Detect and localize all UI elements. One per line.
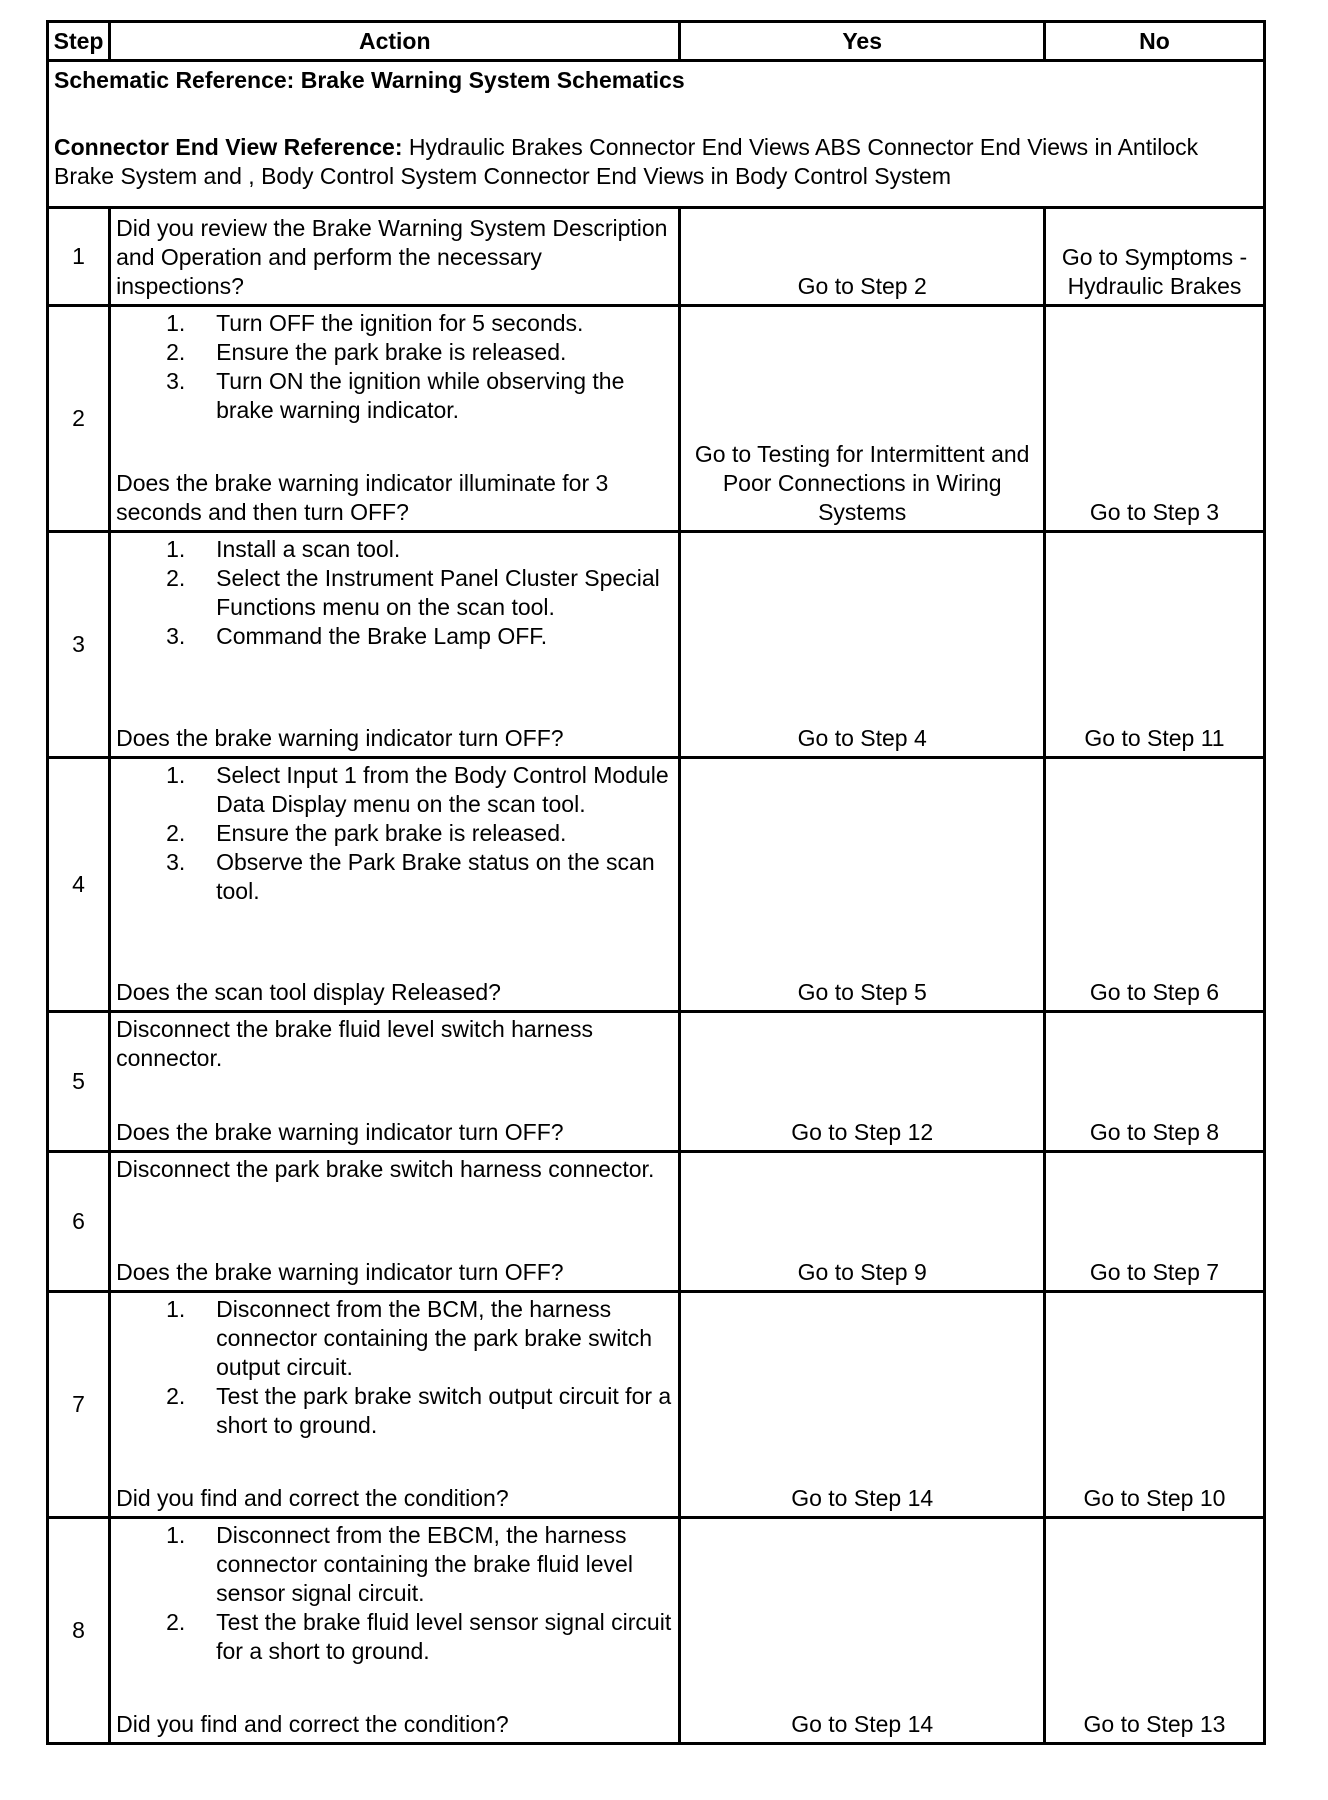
no-result: Go to Step 10 — [1044, 1292, 1264, 1518]
action-steps-list — [116, 1295, 673, 1440]
list-item-number: 1. — [166, 1522, 186, 1548]
action-question: Does the brake warning indicator illuminate for 3 seconds and then turn OFF? — [116, 470, 609, 525]
step-number: 1 — [48, 208, 110, 306]
list-item-number: 2. — [166, 339, 186, 365]
step-number: 4 — [48, 758, 110, 1012]
no-result: Go to Step 6 — [1044, 758, 1264, 1012]
no-result: Go to Step 3 — [1044, 306, 1264, 532]
action-cell — [110, 532, 680, 758]
action-cell — [110, 306, 680, 532]
no-result: Go to Symptoms - Hydraulic Brakes — [1044, 208, 1264, 306]
step-number: 5 — [48, 1012, 110, 1152]
no-result: Go to Step 8 — [1044, 1012, 1264, 1152]
list-item-number: 3. — [166, 368, 186, 394]
list-item-text: Turn OFF the ignition for 5 seconds. — [216, 310, 584, 336]
action-cell — [110, 1292, 680, 1518]
list-item-number: 1. — [166, 310, 186, 336]
no-result: Go to Step 7 — [1044, 1152, 1264, 1292]
action-question: Did you find and correct the condition? — [116, 1485, 509, 1511]
list-item-text: Select Input 1 from the Body Control Module Data Display menu on the scan tool. — [216, 762, 669, 817]
table-row — [48, 208, 1265, 306]
reference-cell — [48, 61, 1265, 208]
list-item-number: 2. — [166, 1383, 186, 1409]
list-item-text: Turn ON the ignition while observing the brake warning indicator. — [216, 368, 625, 423]
list-item-text: Ensure the park brake is released. — [216, 820, 567, 846]
step-number: 6 — [48, 1152, 110, 1292]
yes-result: Go to Step 9 — [680, 1152, 1045, 1292]
list-item — [116, 761, 673, 819]
step-number: 7 — [48, 1292, 110, 1518]
yes-result: Go to Step 5 — [680, 758, 1045, 1012]
list-item-text: Disconnect from the BCM, the harness connector containing the park brake switch output circuit. — [216, 1296, 653, 1380]
list-item-text: Test the park brake switch output circuit for a short to ground. — [216, 1383, 672, 1438]
yes-result: Go to Step 14 — [680, 1292, 1045, 1518]
action-steps-list — [116, 535, 673, 651]
list-item — [116, 564, 673, 622]
table-row — [48, 1292, 1265, 1518]
list-item-text: Ensure the park brake is released. — [216, 339, 567, 365]
list-item-number: 1. — [166, 1296, 186, 1322]
list-item — [116, 1521, 673, 1608]
table-row — [48, 758, 1265, 1012]
schematic-reference: Schematic Reference: Brake Warning System Schematics — [54, 67, 685, 93]
action-steps-list — [116, 1521, 673, 1666]
list-item — [116, 338, 673, 367]
action-question: Does the brake warning indicator turn OFF? — [116, 725, 564, 751]
header-action: Action — [110, 22, 680, 61]
list-item — [116, 1295, 673, 1382]
action-question: Does the brake warning indicator turn OFF? — [116, 1119, 564, 1145]
step-number: 3 — [48, 532, 110, 758]
list-item — [116, 1382, 673, 1440]
header-no: No — [1044, 22, 1264, 61]
action-cell — [110, 758, 680, 1012]
list-item — [116, 535, 673, 564]
list-item — [116, 848, 673, 906]
list-item-text: Select the Instrument Panel Cluster Special Functions menu on the scan tool. — [216, 565, 660, 620]
list-item-number: 1. — [166, 762, 186, 788]
list-item-number: 3. — [166, 849, 186, 875]
action-cell — [110, 208, 680, 306]
action-cell — [110, 1518, 680, 1744]
list-item — [116, 309, 673, 338]
table-row — [48, 1012, 1265, 1152]
action-steps-list — [116, 309, 673, 425]
action-cell — [110, 1152, 680, 1292]
list-item-text: Install a scan tool. — [216, 536, 401, 562]
action-cell — [110, 1012, 680, 1152]
yes-result: Go to Testing for Intermittent and Poor Connections in Wiring Systems — [680, 306, 1045, 532]
list-item — [116, 367, 673, 425]
connector-reference — [54, 133, 1258, 191]
connector-reference-text: Hydraulic Brakes Connector End Views ABS Connector End Views in Antilock Brake System and , Body Control System Connector End Views in Body Control System — [54, 134, 1199, 189]
list-item-number: 1. — [166, 536, 186, 562]
list-item-number: 2. — [166, 565, 186, 591]
action-question: Did you find and correct the condition? — [116, 1711, 509, 1737]
reference-row — [48, 61, 1265, 208]
table-row — [48, 532, 1265, 758]
header-row — [48, 22, 1265, 61]
list-item — [116, 622, 673, 651]
no-result: Go to Step 13 — [1044, 1518, 1264, 1744]
list-item-number: 2. — [166, 1609, 186, 1635]
action-instruction: Disconnect the park brake switch harness connector. — [116, 1156, 655, 1182]
diagnostic-table — [46, 20, 1266, 1745]
action-question: Does the scan tool display Released? — [116, 979, 501, 1005]
list-item — [116, 1608, 673, 1666]
header-step: Step — [48, 22, 110, 61]
action-question: Does the brake warning indicator turn OFF? — [116, 1259, 564, 1285]
yes-result: Go to Step 14 — [680, 1518, 1045, 1744]
list-item-text: Disconnect from the EBCM, the harness connector containing the brake fluid level sensor signal circuit. — [216, 1522, 633, 1606]
connector-reference-label: Connector End View Reference: — [54, 134, 403, 160]
list-item-text: Command the Brake Lamp OFF. — [216, 623, 548, 649]
yes-result: Go to Step 4 — [680, 532, 1045, 758]
list-item-number: 3. — [166, 623, 186, 649]
yes-result: Go to Step 12 — [680, 1012, 1045, 1152]
step-number: 2 — [48, 306, 110, 532]
step-number: 8 — [48, 1518, 110, 1744]
table-row — [48, 1152, 1265, 1292]
action-instruction: Disconnect the brake fluid level switch harness connector. — [116, 1016, 593, 1071]
list-item-text: Observe the Park Brake status on the scan tool. — [216, 849, 655, 904]
action-steps-list — [116, 761, 673, 906]
table-row — [48, 306, 1265, 532]
list-item — [116, 819, 673, 848]
no-result: Go to Step 11 — [1044, 532, 1264, 758]
table-row — [48, 1518, 1265, 1744]
list-item-text: Test the brake fluid level sensor signal circuit for a short to ground. — [216, 1609, 672, 1664]
header-yes: Yes — [680, 22, 1045, 61]
yes-result: Go to Step 2 — [680, 208, 1045, 306]
action-question: Did you review the Brake Warning System Description and Operation and perform the necessary inspections? — [116, 215, 668, 299]
list-item-number: 2. — [166, 820, 186, 846]
